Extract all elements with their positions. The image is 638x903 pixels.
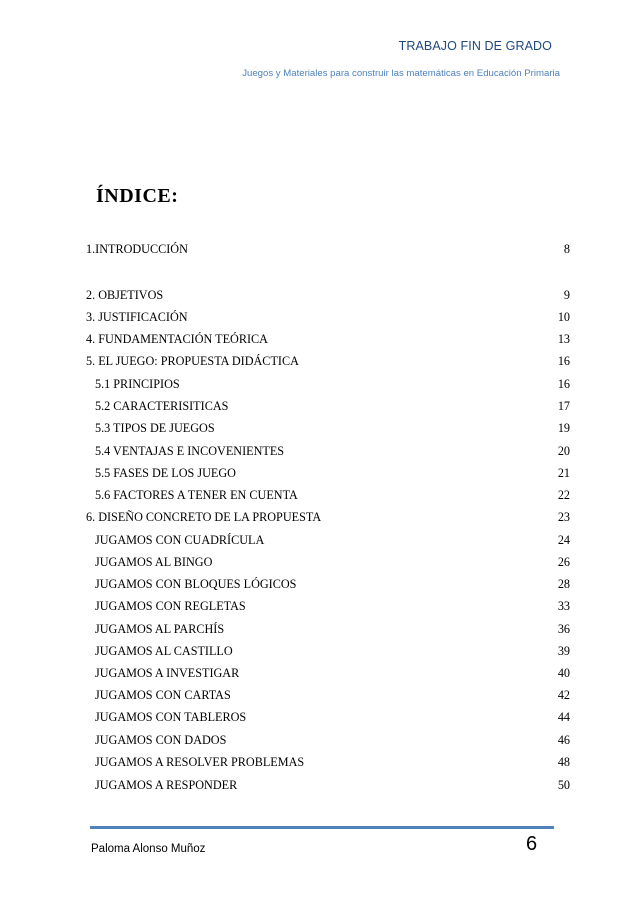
toc-entry-bloques-logicos[interactable] — [86, 576, 570, 592]
toc-entry-responder[interactable] — [86, 777, 570, 793]
index-heading: ÍNDICE: — [96, 185, 179, 207]
toc-entry-label: 2. OBJETIVOS — [86, 288, 164, 302]
toc-entry-resolver-problemas[interactable] — [86, 754, 570, 770]
toc-entry-principios[interactable] — [86, 376, 570, 392]
toc-entry-label: 4. FUNDAMENTACIÓN TEÓRICA — [86, 332, 268, 346]
toc-entry-tipos-de-juegos[interactable] — [86, 420, 570, 436]
toc-entry-page: 20 — [557, 444, 570, 458]
toc-entry-cuadricula[interactable] — [86, 532, 570, 548]
toc-entry-label: 5.6 FACTORES A TENER EN CUENTA — [95, 488, 298, 502]
toc-entry-label: 6. DISEÑO CONCRETO DE LA PROPUESTA — [86, 510, 322, 524]
footer-divider — [90, 826, 554, 829]
toc-entry-page: 13 — [557, 332, 570, 346]
toc-entry-page: 23 — [557, 510, 570, 524]
toc-entry-cartas[interactable] — [86, 687, 570, 703]
toc-entry-label: JUGAMOS A INVESTIGAR — [95, 666, 240, 680]
toc-entry-introduccion[interactable] — [86, 241, 570, 257]
toc-entry-page: 50 — [557, 778, 570, 792]
toc-entry-el-juego[interactable] — [86, 353, 570, 369]
toc-entry-label: JUGAMOS CON BLOQUES LÓGICOS — [95, 577, 297, 591]
toc-entry-regletas[interactable] — [86, 598, 570, 614]
toc-entry-label: JUGAMOS CON TABLEROS — [95, 710, 247, 724]
toc-entry-caracteristicas[interactable] — [86, 398, 570, 414]
toc-entry-page: 46 — [557, 733, 570, 747]
toc-entry-label: JUGAMOS CON DADOS — [95, 733, 227, 747]
toc-entry-page: 21 — [557, 466, 570, 480]
toc-entry-page: 22 — [557, 488, 570, 502]
toc-entry-page: 16 — [557, 354, 570, 368]
toc-entry-fases[interactable] — [86, 465, 570, 481]
toc-entry-label: JUGAMOS AL PARCHÍS — [95, 622, 225, 636]
toc-entry-page: 16 — [557, 377, 570, 391]
toc-entry-diseno[interactable] — [86, 509, 570, 525]
toc-entry-label: 5. EL JUEGO: PROPUESTA DIDÁCTICA — [86, 354, 299, 368]
toc-entry-bingo[interactable] — [86, 554, 570, 570]
toc-entry-page: 10 — [557, 310, 570, 324]
footer-author: Paloma Alonso Muñoz — [91, 843, 206, 855]
footer-page-number: 6 — [526, 833, 538, 855]
toc-entry-label: JUGAMOS CON REGLETAS — [95, 599, 246, 613]
toc-entry-page: 19 — [557, 421, 570, 435]
toc-entry-page: 17 — [557, 399, 570, 413]
toc-entry-label: 5.2 CARACTERISITICAS — [95, 399, 229, 413]
toc-entry-page: 28 — [557, 577, 570, 591]
toc-entry-page: 26 — [557, 555, 570, 569]
toc-entry-label: 5.3 TIPOS DE JUEGOS — [95, 421, 215, 435]
toc-entry-tableros[interactable] — [86, 709, 570, 725]
toc-entry-page: 40 — [557, 666, 570, 680]
toc-entry-castillo[interactable] — [86, 643, 570, 659]
toc-entry-label: JUGAMOS CON CARTAS — [95, 688, 231, 702]
toc-entry-page: 44 — [557, 710, 570, 724]
toc-entry-label: JUGAMOS AL BINGO — [95, 555, 213, 569]
toc-entry-justificacion[interactable] — [86, 309, 570, 325]
toc-entry-page: 33 — [557, 599, 570, 613]
toc-entry-label: 3. JUSTIFICACIÓN — [86, 310, 188, 324]
toc-entry-page: 42 — [557, 688, 570, 702]
toc-entry-label: 5.1 PRINCIPIOS — [95, 377, 180, 391]
toc-entry-label: JUGAMOS CON CUADRÍCULA — [95, 533, 265, 547]
toc-entry-page: 48 — [557, 755, 570, 769]
toc-entry-label: JUGAMOS A RESOLVER PROBLEMAS — [95, 755, 305, 769]
toc-entry-dados[interactable] — [86, 732, 570, 748]
toc-entry-label: 5.5 FASES DE LOS JUEGO — [95, 466, 236, 480]
header-title: TRABAJO FIN DE GRADO — [398, 39, 552, 53]
toc-entry-page: 8 — [563, 242, 570, 256]
toc-entry-objetivos[interactable] — [86, 287, 570, 303]
toc-entry-page: 39 — [557, 644, 570, 658]
toc-entry-page: 24 — [557, 533, 570, 547]
toc-entry-ventajas[interactable] — [86, 443, 570, 459]
header-subtitle: Juegos y Materiales para construir las matemáticas en Educación Primaria — [242, 68, 560, 79]
toc-entry-fundamentacion[interactable] — [86, 331, 570, 347]
toc-entry-label: 5.4 VENTAJAS E INCOVENIENTES — [95, 444, 285, 458]
toc-entry-investigar[interactable] — [86, 665, 570, 681]
table-of-contents — [86, 0, 570, 903]
toc-entry-page: 36 — [557, 622, 570, 636]
toc-entry-page: 9 — [563, 288, 570, 302]
toc-entry-label: JUGAMOS A RESPONDER — [95, 778, 238, 792]
toc-entry-label: 1.INTRODUCCIÓN — [86, 242, 188, 256]
toc-entry-label: JUGAMOS AL CASTILLO — [95, 644, 233, 658]
toc-entry-parchis[interactable] — [86, 621, 570, 637]
toc-entry-factores[interactable] — [86, 487, 570, 503]
